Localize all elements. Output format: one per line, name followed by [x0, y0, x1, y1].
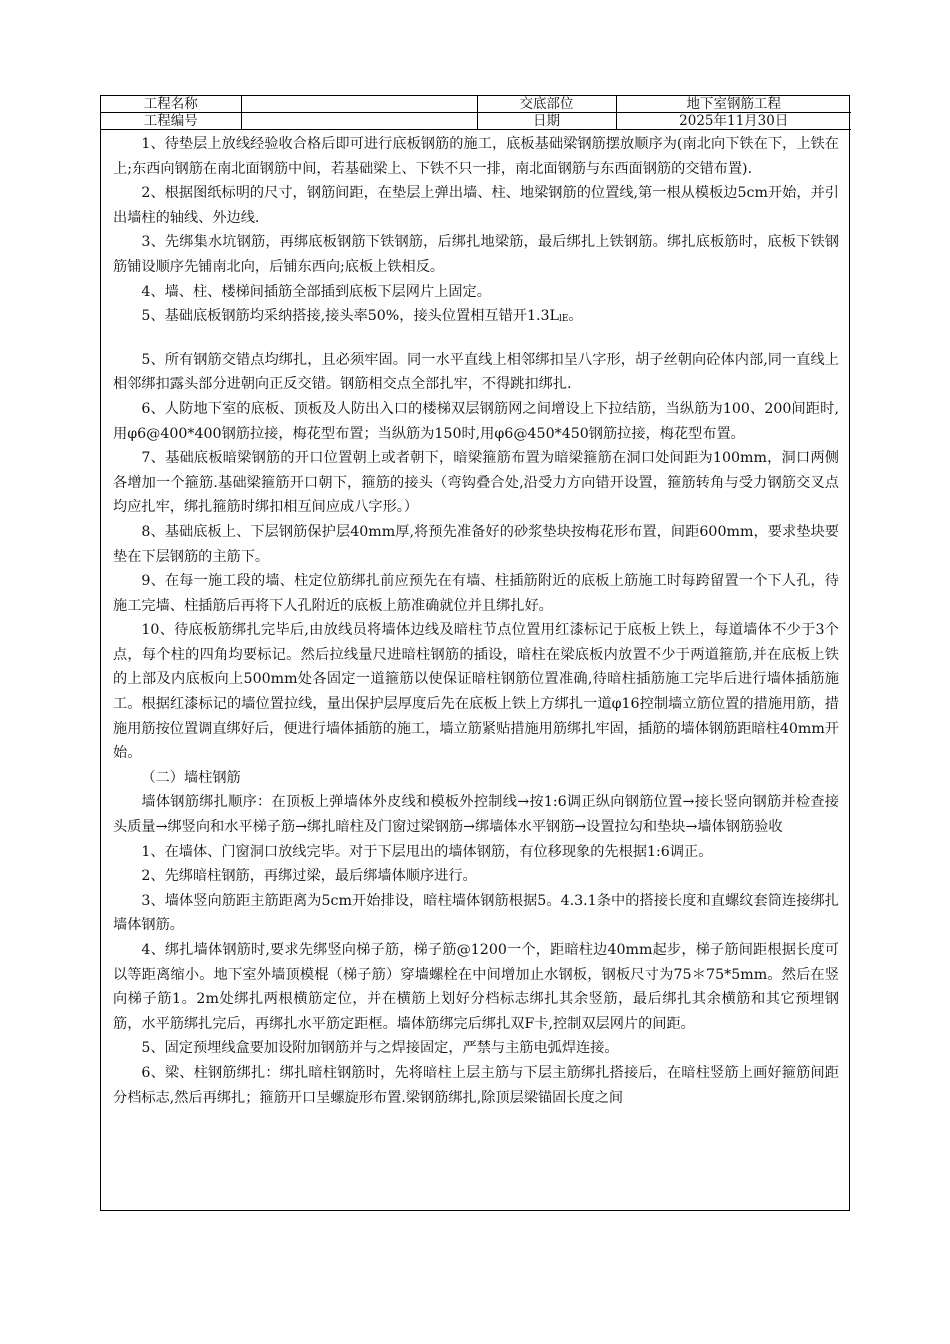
paragraph: 6、梁、柱钢筋绑扎：绑扎暗柱钢筋时，先将暗柱上层主筋与下层主筋绑扎搭接后，在暗柱竖筋上画好箍筋间距分档标志,然后再绑扎；箍筋开口呈螺旋形布置.梁钢筋绑扎,除顶层梁锚固长度之间 [113, 1064, 839, 1106]
subscript: lE [558, 314, 569, 325]
date-label: 日期 [477, 113, 616, 130]
header-table [101, 96, 851, 130]
paragraph: 1、待垫层上放线经验收合格后即可进行底板钢筋的施工，底板基础梁钢筋摆放顺序为(南北向下铁在下，上铁在上;东西向钢筋在南北面钢筋中间，若基础梁上、下铁不只一排，南北面钢筋与东西面钢筋的交错布置). [113, 136, 839, 177]
paragraph: 3、墙体竖向筋距主筋距离为5cm开始排设，暗柱墙体钢筋根据5。4.3.1条中的搭接长度和直螺纹套筒连接绑扎墙体钢筋。 [113, 892, 839, 934]
handover-part-label: 交底部位 [477, 96, 616, 113]
section-heading: （二）墙柱钢筋 [141, 769, 241, 786]
header-row-1 [101, 96, 851, 113]
paragraph: 2、先绑暗柱钢筋，再绑过梁，最后绑墙体顺序进行。 [141, 868, 477, 885]
paragraph: 5、固定预埋线盒要加设附加钢筋并与之焊接固定，严禁与主筋电弧焊连接。 [141, 1040, 619, 1057]
project-no-label: 工程编号 [101, 113, 241, 130]
paragraph: 4、绑扎墙体钢筋时,要求先绑竖向梯子筋，梯子筋@1200一个，距暗柱边40mm起步，梯子筋间距根据长度可以等距离缩小。地下室外墙顶模棍（梯子筋）穿墙螺栓在中间增加止水钢板，钢板尺寸为75＊75*5mm。然后在竖向梯子筋1。2m处绑扎两根横筋定位，并在横筋上划好分档标志绑扎其余竖筋，最后绑扎其余横筋和其它预埋钢筋，水平筋绑扎完后，再绑扎水平筋定距框。墙体筋绑完后绑扎双F卡,控制双层网片的间距。 [113, 942, 839, 1032]
handover-form [100, 95, 850, 1211]
project-no-value [241, 113, 477, 130]
project-name-label: 工程名称 [101, 96, 241, 113]
paragraph-end: 。 [568, 308, 583, 325]
header-row-2 [101, 113, 851, 130]
paragraph: 10、待底板筋绑扎完毕后,由放线员将墙体边线及暗柱节点位置用红漆标记于底板上铁上，每道墙体不少于3个点，每个柱的四角均要标记。然后拉线量尺进暗柱钢筋的插设，暗柱在梁底板内放置不少于两道箍筋,并在底板上铁的上部及内底板向上500mm处各固定一道箍筋以使保证暗柱钢筋位置准确,待暗柱插筋施工完毕后进行墙体插筋施工。根据红漆标记的墙位置拉线，量出保护层厚度后先在底板上铁上方绑扎一道φ16控制墙立筋位置的措施用筋，措施用筋按位置调直绑好后，便进行墙体插筋的施工，墙立筋紧贴措施用筋绑扎牢固，插筋的墙体钢筋距暗柱40mm开始。 [113, 622, 839, 762]
paragraph: 5、所有钢筋交错点均绑扎，且必须牢固。同一水平直线上相邻绑扣呈八字形，胡子丝朝向砼体内部,同一直线上相邻绑扣露头部分进朝向正反交错。钢筋相交点全部扎牢，不得跳扣绑扎. [113, 351, 839, 393]
paragraph: 4、墙、柱、楼梯间插筋全部插到底板下层网片上固定。 [141, 283, 491, 300]
project-name-value [241, 96, 477, 113]
paragraph: 9、在每一施工段的墙、柱定位筋绑扎前应预先在有墙、柱插筋附近的底板上筋施工时每跨留置一个下人孔，待施工完墙、柱插筋后再将下人孔附近的底板上筋准确就位并且绑扎好。 [113, 573, 839, 614]
paragraph: 8、基础底板上、下层钢筋保护层40mm厚,将预先准备好的砂浆垫块按梅花形布置，间距600mm，要求垫块要垫在下层钢筋的主筋下。 [113, 523, 839, 565]
content-body [101, 130, 849, 1110]
handover-part-value: 地下室钢筋工程 [616, 96, 851, 113]
paragraph-text: 5、基础底板钢筋均采纳搭接,接头率50%，接头位置相互错开1.3L [141, 308, 559, 325]
paragraph: 3、先绑集水坑钢筋，再绑底板钢筋下铁钢筋，后绑扎地梁筋，最后绑扎上铁钢筋。绑扎底板筋时，底板下铁钢筋铺设顺序先铺南北向，后铺东西向;底板上铁相反。 [113, 234, 839, 275]
date-value: 2025年11月30日 [616, 113, 851, 130]
paragraph: 墙体钢筋绑扎顺序：在顶板上弹墙体外皮线和模板外控制线→按1:6调正纵向钢筋位置→接长竖向钢筋并检查接头质量→绑竖向和水平梯子筋→绑扎暗柱及门窗过梁钢筋→绑墙体水平钢筋→设置拉勾和垫块→墙体钢筋验收 [113, 794, 839, 836]
paragraph: 6、人防地下室的底板、顶板及人防出入口的楼梯双层钢筋网之间增设上下拉结筋，当纵筋为100、200间距时,用φ6@400*400钢筋拉接，梅花型布置；当纵筋为150时,用φ6@450*450钢筋拉接，梅花型布置。 [113, 400, 839, 442]
paragraph: 1、在墙体、门窗洞口放线完毕。对于下层甩出的墙体钢筋，有位移现象的先根据1:6调正。 [141, 843, 713, 860]
paragraph [113, 304, 839, 332]
paragraph: 7、基础底板暗梁钢筋的开口位置朝上或者朝下，暗梁箍筋布置为暗梁箍筋在洞口处间距为100mm，洞口两侧各增加一个箍筋.基础梁箍筋开口朝下，箍筋的接头（弯钩叠合处,沿受力方向错开设置，箍筋转角与受力钢筋交叉点均应扎牢，绑扎箍筋时绑扣相互间应成八字形。） [113, 450, 839, 516]
paragraph: 2、根据图纸标明的尺寸，钢筋间距，在垫层上弹出墙、柱、地梁钢筋的位置线,第一根从模板边5cm开始，并引出墙柱的轴线、外边线. [113, 185, 839, 226]
